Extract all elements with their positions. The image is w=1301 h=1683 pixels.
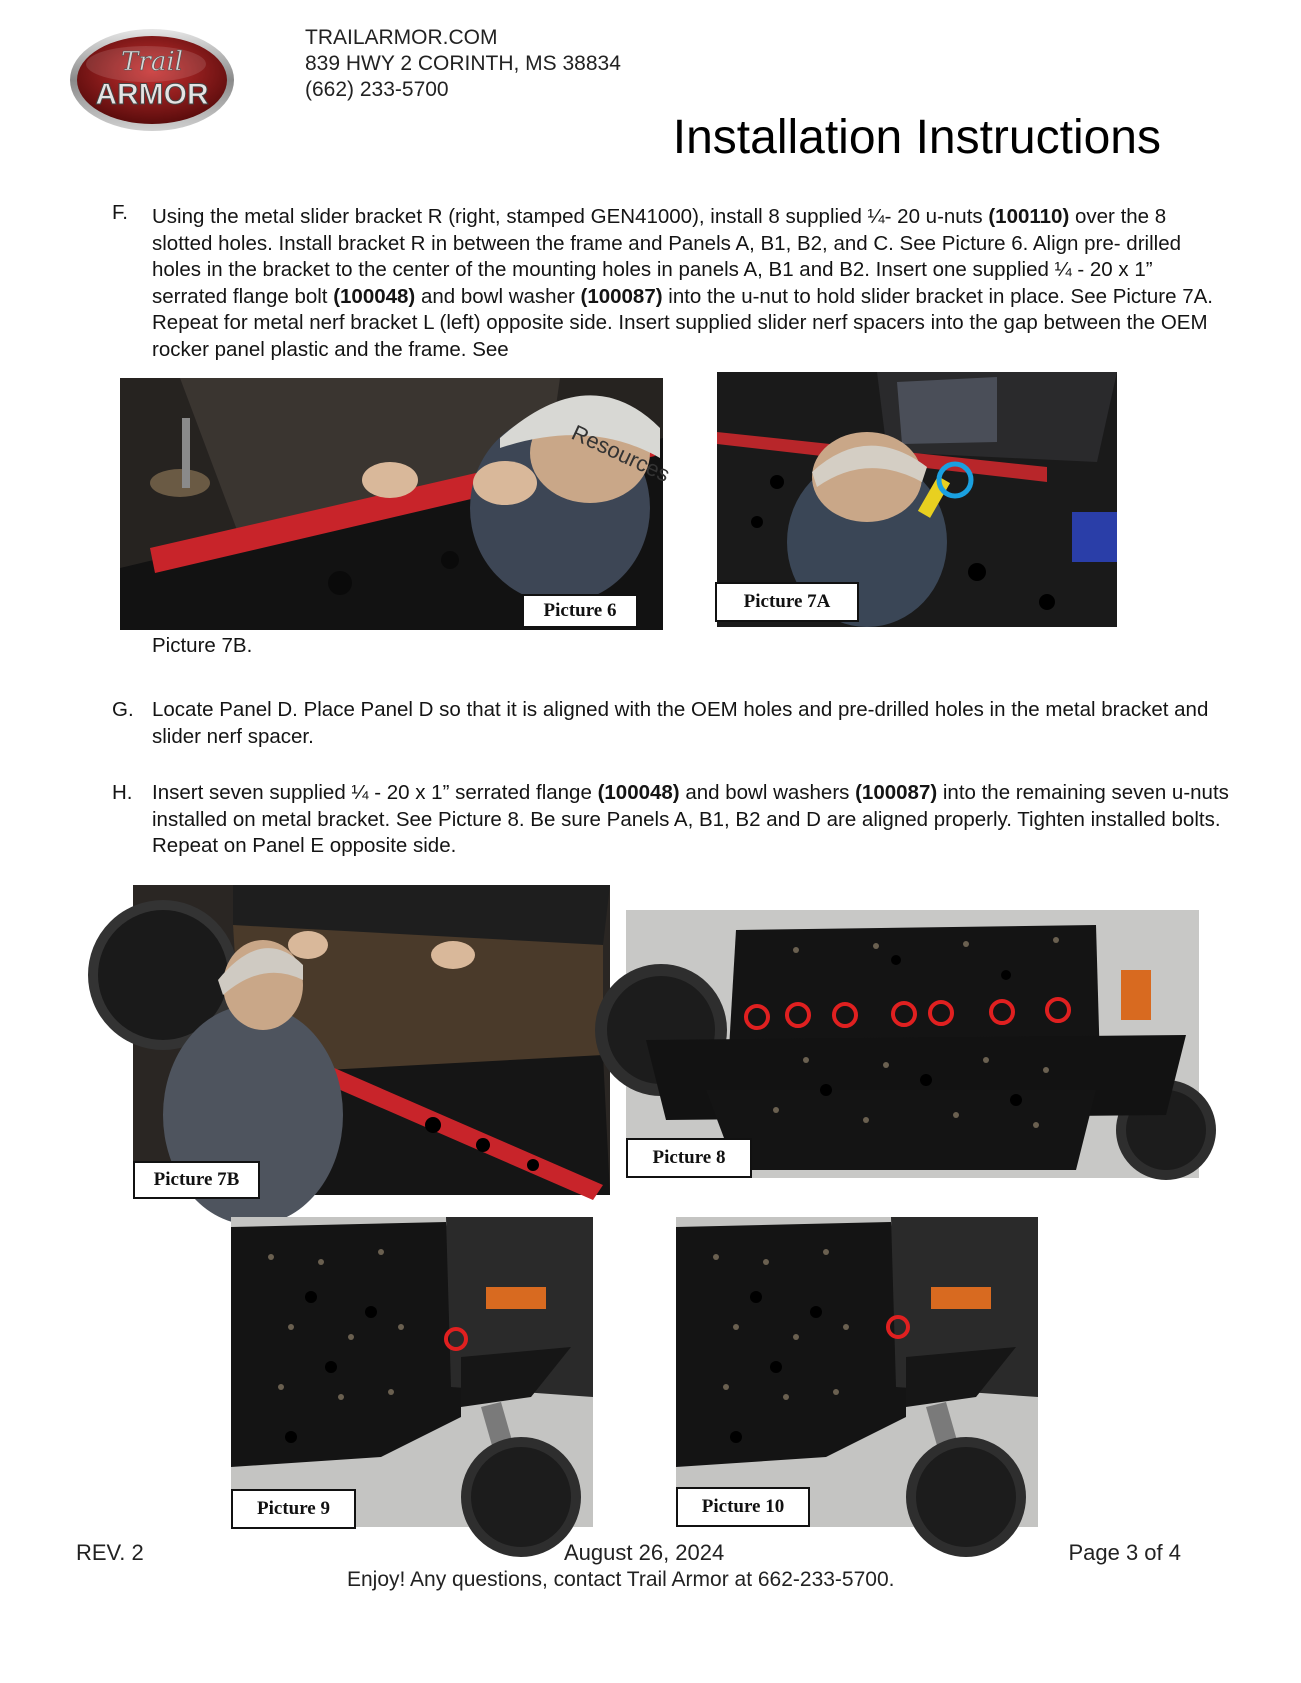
- step-f-continued: Picture 7B.: [152, 634, 253, 657]
- picture-10-photo: [676, 1217, 1038, 1527]
- contact-line: Enjoy! Any questions, contact Trail Armor at 662-233-5700.: [347, 1568, 895, 1591]
- step-h-letter: H.: [112, 781, 133, 804]
- company-phone: (662) 233-5700: [305, 78, 449, 101]
- logo-text-trail: Trail: [121, 47, 183, 77]
- logo-text-armor: ARMOR: [95, 78, 209, 111]
- picture-7a-caption: Picture 7A: [715, 582, 859, 622]
- picture-6-caption: Picture 6: [522, 594, 638, 628]
- step-g-letter: G.: [112, 698, 134, 721]
- revision-label: REV. 2: [76, 1540, 144, 1565]
- part-number: (100048): [597, 781, 680, 804]
- part-number: (100087): [855, 781, 938, 804]
- trail-armor-logo: [68, 26, 236, 134]
- picture-7b-photo: [133, 885, 610, 1195]
- picture-8-photo: [626, 910, 1199, 1178]
- part-number: (100087): [580, 284, 663, 308]
- picture-7a-photo: [717, 372, 1117, 627]
- step-h-text: Insert seven supplied ¼ - 20 x 1” serrated flange (100048) and bowl washers (100087) into the remaining seven u-nuts installed on metal bracket. See Picture 8. Be sure Panels A, B1, B2 and D are aligned properly. Tighten installed bolts. Repeat on Panel E opposite side.: [152, 781, 1229, 858]
- part-number: (100048): [333, 284, 416, 308]
- picture-7b-caption: Picture 7B: [133, 1161, 260, 1199]
- cap-logo-text: Resources: [567, 419, 674, 487]
- page-number: Page 3 of 4: [1068, 1540, 1181, 1565]
- step-f-letter: F.: [112, 201, 128, 224]
- picture-9-photo: [231, 1217, 593, 1527]
- step-f-text: Using the metal slider bracket R (right, stamped GEN41000), install 8 supplied ¼- 20 u-nuts (100110) over the 8 slotted holes. Install bracket R in between the frame and Panels A, B1, B2, and C. See Picture 6. Align pre- drilled holes in the bracket to the center of the mounting holes in panels A, B1 and B2. Insert one supplied ¼ - 20 x 1” serrated flange bolt (100048) and bowl washer (100087) into the u-nut to hold slider bracket in place. See Picture 7A. Repeat for metal nerf bracket L (left) opposite side. Insert supplied slider nerf spacers into the gap between the OEM rocker panel plastic and the frame. See: [152, 205, 1213, 361]
- page-title: Installation Instructions: [672, 111, 1161, 164]
- part-number: (100110): [988, 205, 1070, 228]
- step-g-text: Locate Panel D. Place Panel D so that it is aligned with the OEM holes and pre-drilled holes in the metal bracket and slider nerf spacer.: [152, 698, 1209, 748]
- picture-10-caption: Picture 10: [676, 1487, 810, 1527]
- company-address: 839 HWY 2 CORINTH, MS 38834: [305, 52, 621, 75]
- document-date: August 26, 2024: [564, 1540, 725, 1565]
- picture-9-caption: Picture 9: [231, 1489, 356, 1529]
- company-website: TRAILARMOR.COM: [305, 26, 498, 49]
- picture-6-photo: [120, 378, 674, 630]
- picture-8-caption: Picture 8: [626, 1138, 752, 1178]
